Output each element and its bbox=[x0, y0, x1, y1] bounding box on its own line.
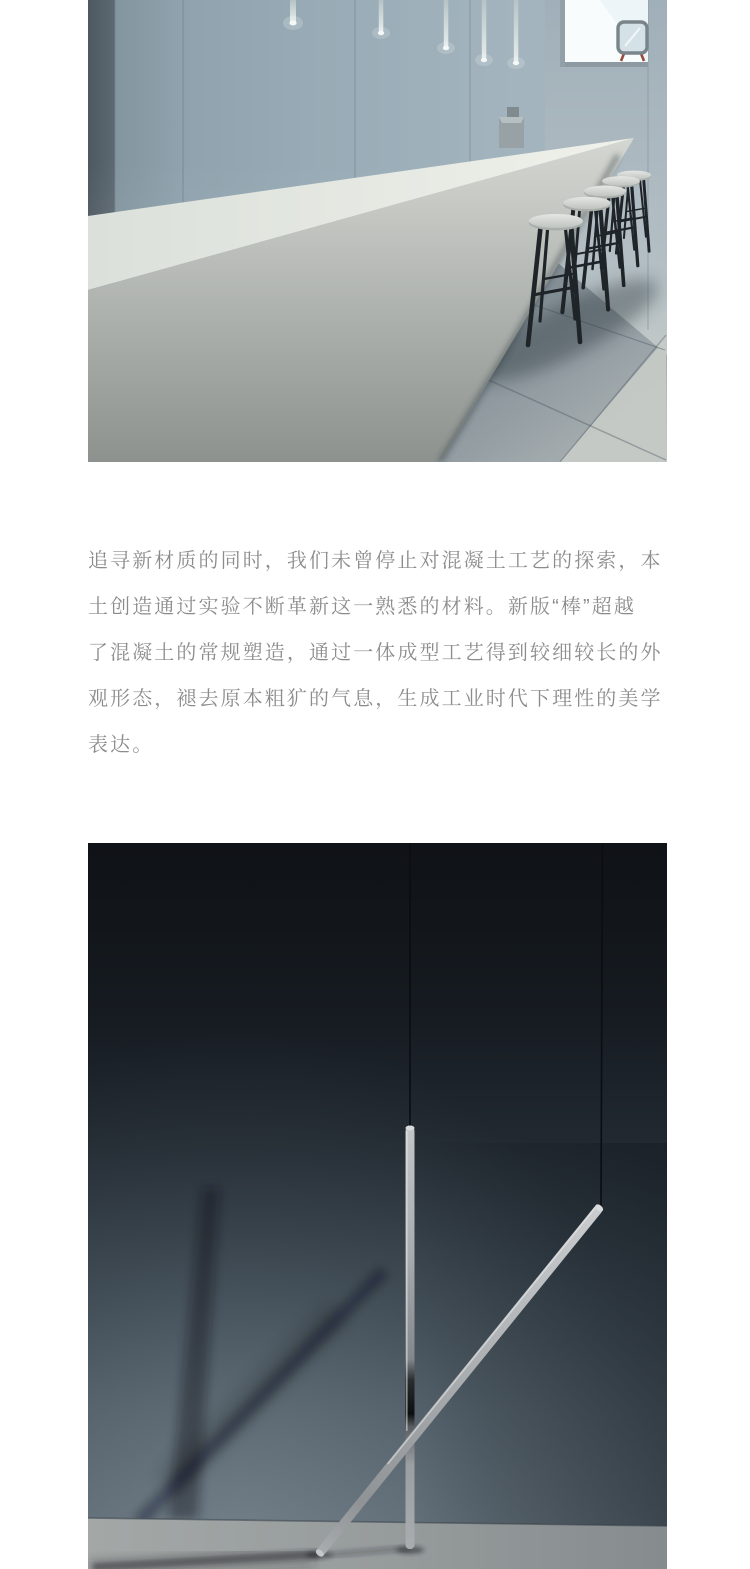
tube-lamp-vertical bbox=[406, 1126, 415, 1550]
paragraph-line: 了混凝土的常规塑造，通过一体成型工艺得到较细较长的外 bbox=[88, 642, 663, 664]
paragraph-line: 表达。 bbox=[88, 734, 155, 756]
paragraph-line: 追寻新材质的同时，我们未曾停止对混凝土工艺的探索，本 bbox=[88, 550, 663, 572]
photo-bottom bbox=[88, 843, 667, 1569]
paragraph-line: 土创造通过实验不断革新这一熟悉的材料。新版“棒”超越 bbox=[88, 596, 636, 618]
photo-top bbox=[88, 0, 667, 462]
paragraph-line: 观形态，褪去原本粗犷的气息，生成工业时代下理性的美学 bbox=[88, 688, 663, 710]
article-paragraph bbox=[88, 538, 668, 768]
